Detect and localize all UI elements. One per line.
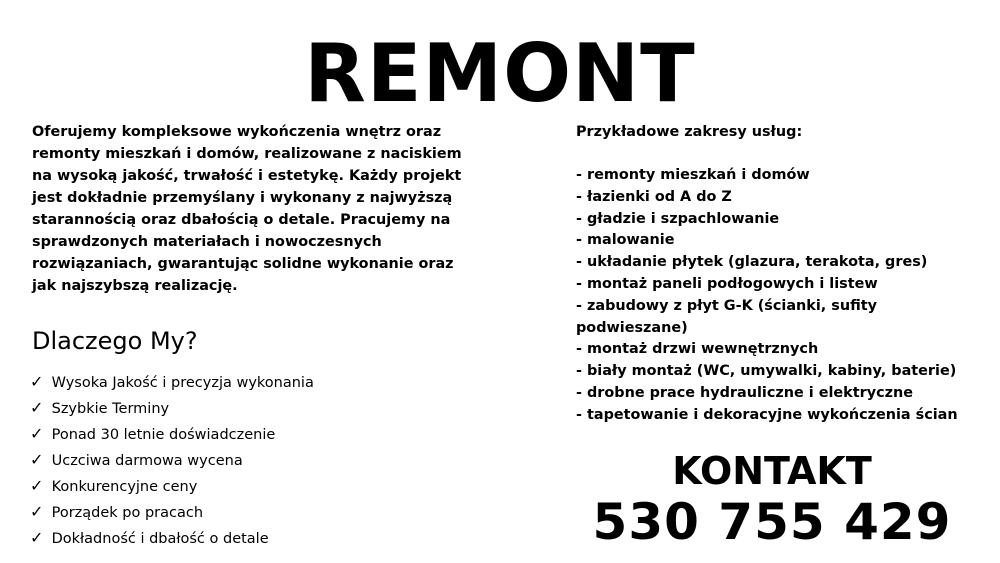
service-item: - gładzie i szpachlowanie xyxy=(576,210,780,227)
service-item: - tapetowanie i dekoracyjne wykończenia ścian xyxy=(576,406,958,423)
why-us-item: ✓ Konkurencyjne ceny xyxy=(30,473,314,499)
service-item: - montaż paneli podłogowych i listew xyxy=(576,275,878,292)
why-us-item: ✓ Dokładność i dbałość o detale xyxy=(30,525,314,551)
check-icon: ✓ xyxy=(30,502,44,521)
services-heading: Przykładowe zakresy usług: xyxy=(576,124,803,140)
check-icon: ✓ xyxy=(30,450,44,469)
why-us-item: ✓ Szybkie Terminy xyxy=(30,395,314,421)
service-item: - remonty mieszkań i domów xyxy=(576,167,810,183)
check-icon: ✓ xyxy=(30,528,44,547)
why-us-item: ✓ Ponad 30 letnie doświadczenie xyxy=(30,421,314,447)
check-icon: ✓ xyxy=(30,424,44,443)
contact-phone-number: 530 755 429 xyxy=(592,493,952,551)
service-item: - łazienki od A do Z xyxy=(576,188,732,205)
service-item: - montaż drzwi wewnętrznych xyxy=(576,341,819,358)
why-us-item: ✓ Porządek po pracach xyxy=(30,499,314,525)
why-us-list xyxy=(30,369,314,551)
services-list xyxy=(576,165,976,427)
contact-heading: KONTAKT xyxy=(672,449,872,493)
service-item: - zabudowy z płyt G-K (ścianki, sufity podwieszane) xyxy=(576,297,878,336)
check-icon: ✓ xyxy=(30,476,44,495)
page-title: REMONT xyxy=(304,27,696,120)
service-item: - biały montaż (WC, umywalki, kabiny, baterie) xyxy=(576,363,957,380)
why-us-item: ✓ Uczciwa darmowa wycena xyxy=(30,447,314,473)
why-us-item: ✓ Wysoka Jakość i precyzja wykonania xyxy=(30,369,314,395)
why-us-heading: Dlaczego My? xyxy=(32,327,198,355)
service-item: - malowanie xyxy=(576,232,675,249)
intro-paragraph: Oferujemy kompleksowe wykończenia wnętrz oraz remonty mieszkań i domów, realizowane z naciskiem na wysoką jakość, trwałość i estetykę. Każdy projekt jest dokładnie przemyślany i wykonany z najwyższą starannością oraz dbałością o detale. Pracujemy na sprawdzonych materiałach i nowoczesnych rozwiązaniach, gwarantując solidne wykonanie oraz jak najszybszą realizację. xyxy=(32,124,462,294)
check-icon: ✓ xyxy=(30,398,44,417)
services-section xyxy=(576,121,976,427)
service-item: - układanie płytek (glazura, terakota, gres) xyxy=(576,254,928,271)
check-icon: ✓ xyxy=(30,372,44,391)
service-item: - drobne prace hydrauliczne i elektryczne xyxy=(576,384,913,401)
